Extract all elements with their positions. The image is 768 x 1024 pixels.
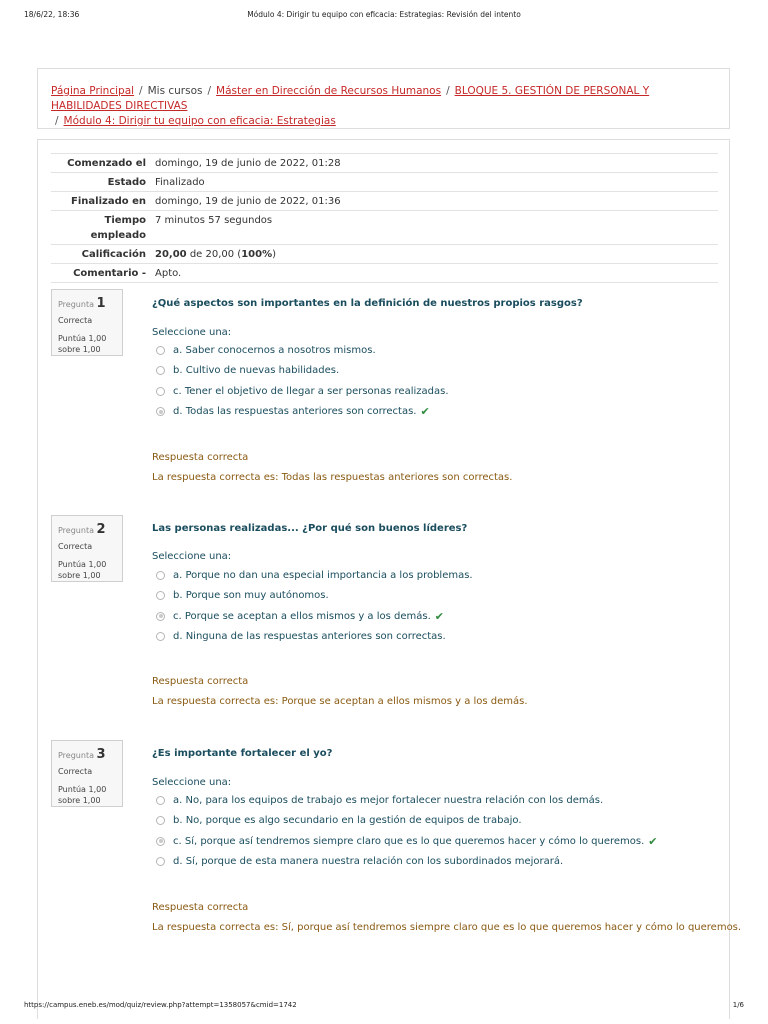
radio-button-selected[interactable] <box>156 837 165 846</box>
feedback-status: Respuesta correcta <box>152 902 249 913</box>
question-grade <box>58 784 122 806</box>
answer-option-selected[interactable] <box>156 831 716 852</box>
answer-option[interactable] <box>156 361 716 382</box>
question-info-3 <box>51 740 123 807</box>
answer-option[interactable] <box>156 852 716 873</box>
question-state: Correcta <box>58 767 93 776</box>
radio-button[interactable] <box>156 857 165 866</box>
grade-label: Calificación <box>51 245 151 264</box>
question-info-1 <box>51 289 123 356</box>
question-label: Pregunta <box>58 751 94 760</box>
correct-answer-text: La respuesta correcta es: Porque se aceptan a ellos mismos y a los demás. <box>152 696 528 707</box>
breadcrumb-separator: / <box>139 85 143 97</box>
answer-list-1 <box>156 340 716 422</box>
radio-button[interactable] <box>156 796 165 805</box>
feedback-status: Respuesta correcta <box>152 676 249 687</box>
select-one-prompt: Seleccione una: <box>152 327 232 338</box>
grade-rest: de 20,00 ( <box>186 249 242 260</box>
grade-line-1: Puntúa 1,00 <box>58 785 107 794</box>
summary-row-started <box>51 154 718 173</box>
answer-option-selected[interactable] <box>156 606 716 627</box>
comment-label: Comentario - <box>51 264 151 283</box>
radio-button[interactable] <box>156 387 165 396</box>
answer-list-2 <box>156 565 716 647</box>
question-grade <box>58 559 122 581</box>
grade-line-2: sobre 1,00 <box>58 345 101 354</box>
answer-label: a. Porque no dan una especial importancia a los problemas. <box>173 569 473 581</box>
answer-option[interactable] <box>156 586 716 607</box>
answer-label: d. Sí, porque de esta manera nuestra relación con los subordinados mejorará. <box>173 856 564 868</box>
grade-line-1: Puntúa 1,00 <box>58 334 107 343</box>
radio-button[interactable] <box>156 571 165 580</box>
question-state: Correcta <box>58 542 93 551</box>
radio-button[interactable] <box>156 366 165 375</box>
answer-label: d. Ninguna de las respuestas anteriores son correctas. <box>173 631 446 643</box>
answer-label: b. No, porque es algo secundario en la gestión de equipos de trabajo. <box>173 815 522 827</box>
answer-option[interactable] <box>156 381 716 402</box>
question-label: Pregunta <box>58 300 94 309</box>
correct-answer-text: La respuesta correcta es: Sí, porque así tendremos siempre claro que es lo que queremos hacer y cómo lo queremos. <box>152 922 742 933</box>
started-value: domingo, 19 de junio de 2022, 01:28 <box>151 154 718 173</box>
attempt-summary-table <box>51 153 718 283</box>
grade-score: 20,00 <box>155 249 187 260</box>
check-icon: ✔ <box>420 405 430 419</box>
answer-list-3 <box>156 790 716 872</box>
finished-label: Finalizado en <box>51 192 151 211</box>
question-number <box>58 296 122 311</box>
summary-row-comment <box>51 264 718 283</box>
print-title: Módulo 4: Dirigir tu equipo con eficacia: Estrategias: Revisión del intento <box>247 10 521 19</box>
feedback-status: Respuesta correcta <box>152 452 249 463</box>
question-number-value: 2 <box>96 522 106 537</box>
answer-label: c. Sí, porque así tendremos siempre claro que es lo que queremos hacer y cómo lo queremos. <box>173 835 645 847</box>
summary-row-grade <box>51 245 718 264</box>
grade-value <box>151 245 718 264</box>
check-icon: ✔ <box>648 834 658 848</box>
breadcrumb-separator: / <box>55 115 59 127</box>
breadcrumb-home[interactable]: Página Principal <box>51 85 135 97</box>
answer-option[interactable] <box>156 811 716 832</box>
question-number <box>58 522 122 537</box>
navigation-box <box>37 68 730 129</box>
question-state: Correcta <box>58 316 93 325</box>
answer-label: b. Porque son muy autónomos. <box>173 590 329 602</box>
breadcrumb-separator: / <box>446 85 450 97</box>
comment-value: Apto. <box>151 264 718 283</box>
answer-option[interactable] <box>156 790 716 811</box>
question-info-2 <box>51 515 123 582</box>
state-label: Estado <box>51 173 151 192</box>
answer-label: a. Saber conocernos a nosotros mismos. <box>173 344 376 356</box>
check-icon: ✔ <box>434 609 444 623</box>
radio-button-selected[interactable] <box>156 407 165 416</box>
grade-line-2: sobre 1,00 <box>58 571 101 580</box>
radio-button[interactable] <box>156 346 165 355</box>
question-grade <box>58 333 122 355</box>
answer-option[interactable] <box>156 340 716 361</box>
page-number: 1/6 <box>732 1001 744 1009</box>
summary-row-time <box>51 211 718 245</box>
question-number <box>58 747 122 762</box>
answer-option[interactable] <box>156 627 716 648</box>
started-label: Comenzado el <box>51 154 151 173</box>
breadcrumb-course[interactable]: Máster en Dirección de Recursos Humanos <box>216 85 442 97</box>
grade-percent: 100% <box>241 249 273 260</box>
breadcrumb-separator: / <box>207 85 212 97</box>
summary-row-finished <box>51 192 718 211</box>
question-text-1: ¿Qué aspectos son importantes en la definición de nuestros propios rasgos? <box>152 298 583 309</box>
print-date: 18/6/22, 18:36 <box>24 10 80 19</box>
answer-option[interactable] <box>156 565 716 586</box>
answer-label: d. Todas las respuestas anteriores son correctas. <box>173 406 417 418</box>
grade-line-1: Puntúa 1,00 <box>58 560 107 569</box>
correct-answer-text: La respuesta correcta es: Todas las respuestas anteriores son correctas. <box>152 472 513 483</box>
grade-line-2: sobre 1,00 <box>58 796 101 805</box>
summary-row-state <box>51 173 718 192</box>
time-label: Tiempo empleado <box>51 211 151 245</box>
select-one-prompt: Seleccione una: <box>152 551 232 562</box>
radio-button[interactable] <box>156 632 165 641</box>
answer-option-selected[interactable] <box>156 402 716 423</box>
state-value: Finalizado <box>151 173 718 192</box>
breadcrumb-module[interactable]: Módulo 4: Dirigir tu equipo con eficacia: Estrategias <box>63 115 336 127</box>
finished-value: domingo, 19 de junio de 2022, 01:36 <box>151 192 718 211</box>
radio-button-selected[interactable] <box>156 612 165 621</box>
answer-label: c. Tener el objetivo de llegar a ser personas realizadas. <box>173 385 449 397</box>
grade-close: ) <box>272 249 277 260</box>
radio-button[interactable] <box>156 591 165 600</box>
print-url: https://campus.eneb.es/mod/quiz/review.php?attempt=1358057&cmid=1742 <box>24 1001 297 1009</box>
question-text-2: Las personas realizadas... ¿Por qué son buenos líderes? <box>152 523 468 534</box>
question-label: Pregunta <box>58 526 94 535</box>
breadcrumb-my-courses[interactable]: Mis cursos <box>147 85 203 97</box>
breadcrumb-section[interactable]: BLOQUE 5. GESTIÓN DE PERSONAL Y HABILIDADES DIRECTIVAS <box>51 85 650 112</box>
select-one-prompt: Seleccione una: <box>152 777 232 788</box>
answer-label: a. No, para los equipos de trabajo es mejor fortalecer nuestra relación con los demás. <box>173 794 604 806</box>
question-number-value: 3 <box>96 747 106 762</box>
radio-button[interactable] <box>156 816 165 825</box>
question-text-3: ¿Es importante fortalecer el yo? <box>152 748 333 759</box>
answer-label: c. Porque se aceptan a ellos mismos y a los demás. <box>173 610 431 622</box>
answer-label: b. Cultivo de nuevas habilidades. <box>173 365 340 377</box>
question-number-value: 1 <box>96 296 106 311</box>
time-value: 7 minutos 57 segundos <box>151 211 718 245</box>
breadcrumb <box>51 84 711 129</box>
